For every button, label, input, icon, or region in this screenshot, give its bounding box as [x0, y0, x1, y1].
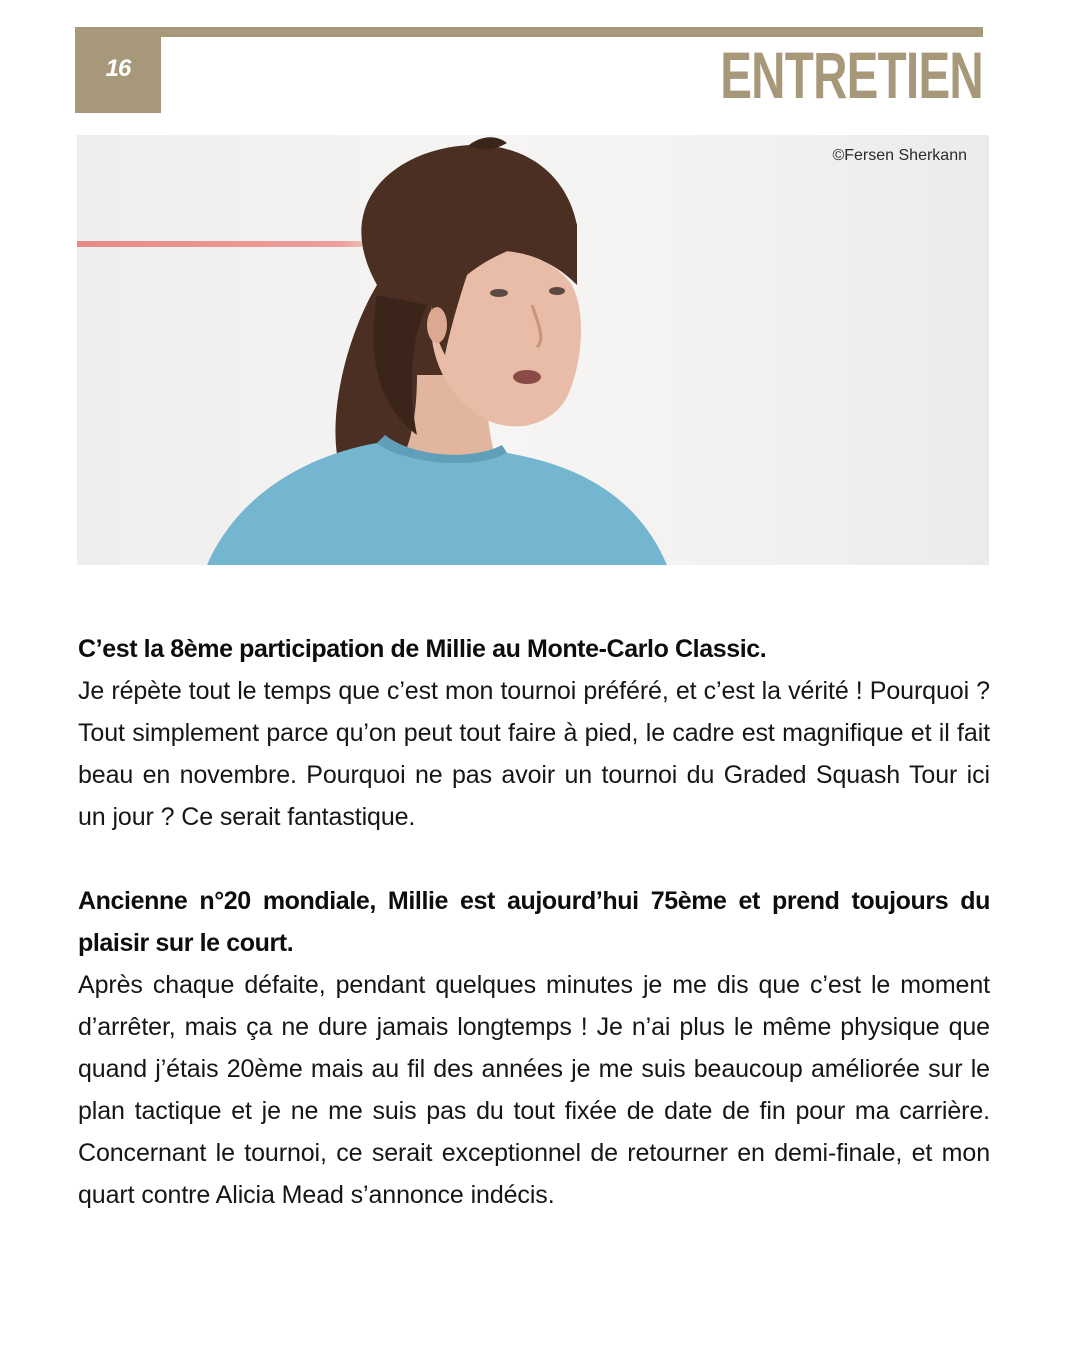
section-title: ENTRETIEN	[720, 38, 983, 112]
interview-question-2: Ancienne n°20 mondiale, Millie est aujourd’hui 75ème et prend toujours du plaisir sur le court.	[78, 887, 990, 957]
interview-question-1: C’est la 8ème participation de Millie au Monte-Carlo Classic.	[78, 635, 767, 663]
page-number-badge	[75, 27, 161, 113]
player-photo	[77, 135, 989, 565]
interview-article	[78, 628, 990, 1216]
player-portrait-illustration	[77, 135, 989, 565]
interview-answer-2: Après chaque défaite, pendant quelques minutes je me dis que c’est le moment d’arrêter, mais ça ne dure jamais longtemps ! Je n’ai plus le même physique que quand j’étais 20ème mais au fil des années je me suis beaucoup améliorée sur le plan tactique et je ne me suis pas du tout fixée de date de fin pour ma carrière. Concernant le tournoi, ce serait exceptionnel de retourner en demi-finale, et mon quart contre Alicia Mead s’annonce indécis.	[78, 971, 990, 1209]
header-rule	[160, 27, 983, 37]
photo-credit: ©Fersen Sherkann	[832, 147, 967, 164]
interview-answer-1: Je répète tout le temps que c’est mon tournoi préféré, et c’est la vérité ! Pourquoi ? Tout simplement parce qu’on peut tout faire à pied, le cadre est magnifique et il fait beau en novembre. Pourquoi ne pas avoir un tournoi du Graded Squash Tour ici un jour ? Ce serait fantastique.	[78, 677, 990, 831]
page-number: 16	[105, 55, 131, 82]
paragraph-spacer	[78, 838, 990, 880]
